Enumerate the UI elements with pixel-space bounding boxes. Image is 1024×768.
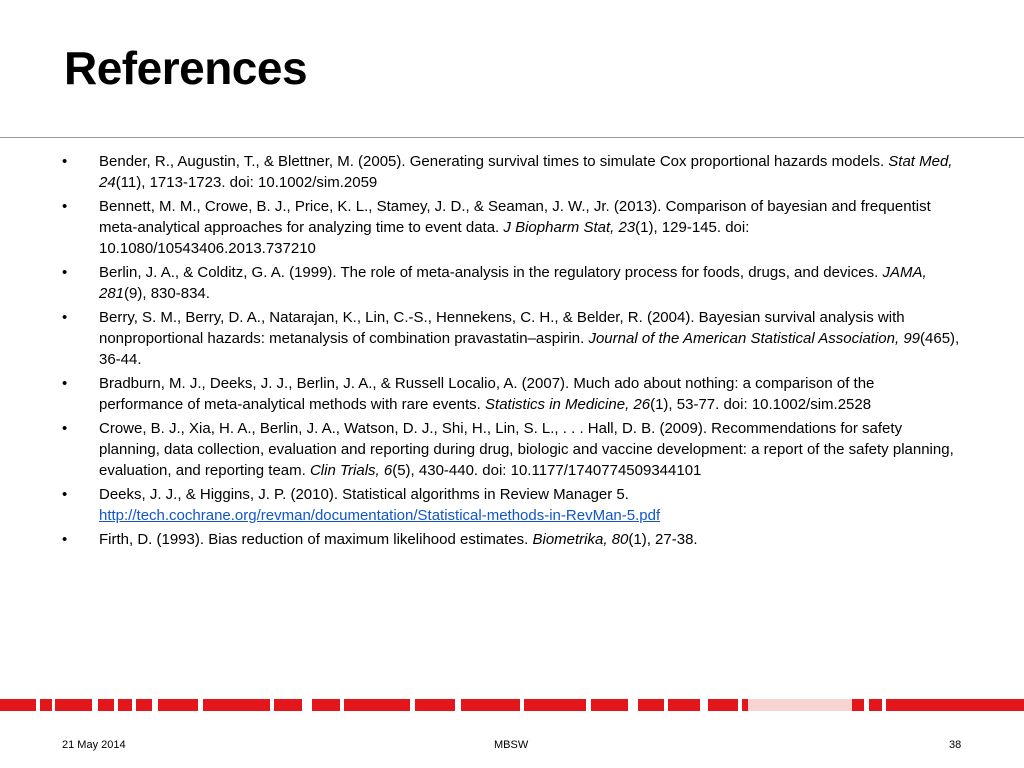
reference-journal: Journal of the American Statistical Association, 99 <box>588 330 921 347</box>
bullet-icon: • <box>62 153 68 170</box>
slide-number: 38 <box>949 739 962 751</box>
bullet-icon: • <box>62 375 68 392</box>
bullet-icon: • <box>62 531 68 548</box>
reference-list <box>62 151 962 553</box>
bullet-icon: • <box>62 486 68 503</box>
reference-text: Firth, D. (1993). Bias reduction of maximum likelihood estimates. <box>99 531 533 548</box>
bullet-icon: • <box>62 198 68 215</box>
reference-text: Crowe, B. J., Xia, H. A., Berlin, J. A., Watson, D. J., Shi, H., Lin, S. L., . . . Hall, D. B. (2009). Recommendations for safety planning, data collection, evaluation and reporting during drug, biologic and vaccine development: a report of the safety planning, evaluation, and reporting team. <box>99 420 954 479</box>
bullet-icon: • <box>62 264 68 281</box>
footer-event: MBSW <box>494 739 529 751</box>
reference-item-crowe <box>62 418 962 481</box>
reference-item-bradburn <box>62 373 962 415</box>
decorative-footer-stripe <box>0 699 1024 711</box>
reference-citation: (1), 27-38. <box>628 531 698 548</box>
reference-item-firth <box>62 529 962 550</box>
reference-journal: Clin Trials, 6 <box>309 462 393 479</box>
bullet-icon: • <box>62 420 68 437</box>
reference-item-berry <box>62 307 962 370</box>
bullet-icon: • <box>62 309 68 326</box>
reference-citation: (11), 1713-1723. doi: 10.1002/sim.2059 <box>115 174 378 191</box>
reference-citation: (1), 53-77. doi: 10.1002/sim.2528 <box>650 396 872 413</box>
footer-date: 21 May 2014 <box>62 739 126 751</box>
reference-item-bennett <box>62 196 962 259</box>
reference-journal: Biometrika, 80 <box>532 531 629 548</box>
reference-journal: Statistics in Medicine, 26 <box>485 396 651 413</box>
reference-text: Bender, R., Augustin, T., & Blettner, M. (2005). Generating survival times to simulate Cox proportional hazards models. <box>99 153 889 170</box>
reference-text: Bennett, M. M., Crowe, B. J., Price, K. L., Stamey, J. D., & Seaman, J. W., Jr. (2013). Comparison of bayesian and frequentist meta-analytical approaches for analyzing time to event data. <box>99 198 931 236</box>
reference-text: Berlin, J. A., & Colditz, G. A. (1999). The role of meta-analysis in the regulatory process for foods, drugs, and devices. <box>99 264 883 281</box>
reference-citation: (9), 830-834. <box>124 285 210 302</box>
reference-citation: (1), 129-145. doi: 10.1080/10543406.2013.737210 <box>99 219 750 257</box>
page-title: References <box>64 42 308 94</box>
reference-journal: J Biopharm Stat, 23 <box>503 219 636 236</box>
reference-journal: Stat Med, 24 <box>99 153 953 191</box>
reference-text: Berry, S. M., Berry, D. A., Natarajan, K., Lin, C.-S., Hennekens, C. H., & Belder, R. (2004). Bayesian survival analysis with nonproportional hazards: metanalysis of combination pravastatin–aspirin. <box>99 309 905 347</box>
reference-item-bender <box>62 151 962 193</box>
reference-journal: JAMA, 281 <box>99 264 927 302</box>
reference-text: Deeks, J. J., & Higgins, J. P. (2010). Statistical algorithms in Review Manager 5. <box>99 486 629 503</box>
title-divider <box>0 137 1024 138</box>
reference-item-deeks <box>62 484 962 526</box>
reference-citation: (465), 36-44. <box>99 330 960 368</box>
reference-text: Bradburn, M. J., Deeks, J. J., Berlin, J. A., & Russell Localio, A. (2007). Much ado about nothing: a comparison of the performance of meta-analytical methods with rare events. <box>99 375 875 413</box>
reference-citation: (5), 430-440. doi: 10.1177/1740774509344101 <box>392 462 702 479</box>
revman-methods-link[interactable]: http://tech.cochrane.org/revman/documentation/Statistical-methods-in-RevMan-5.pdf <box>99 507 661 524</box>
reference-item-berlin <box>62 262 962 304</box>
